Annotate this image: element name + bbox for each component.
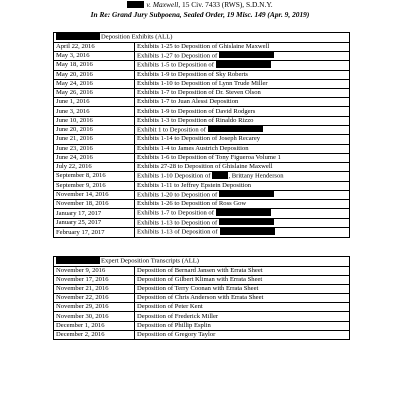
table-header-row — [54, 33, 350, 43]
table-row — [54, 61, 350, 71]
row-description — [135, 330, 350, 339]
table-row — [54, 312, 350, 321]
row-description — [135, 321, 350, 330]
row-description-text: Exhibit 1 to Deposition of — [137, 126, 206, 134]
row-description-text: Exhibits 1-7 to Deposition of Dr. Steven Olson — [137, 89, 261, 97]
deposition-exhibits-table — [53, 32, 350, 238]
row-description — [135, 162, 350, 171]
row-description-text: Exhibits 1-5 to Deposition of — [137, 61, 214, 69]
row-date: June 24, 2016 — [54, 153, 135, 162]
row-description — [135, 312, 350, 321]
row-date: June 21, 2016 — [54, 135, 135, 144]
row-description — [135, 51, 350, 61]
row-date: November 21, 2016 — [54, 284, 135, 293]
row-date: June 10, 2016 — [54, 116, 135, 125]
row-description-text: Exhibits 1-14 to Deposition of Joseph Recarey — [137, 135, 261, 143]
row-description-text: Exhibits 1-9 to Deposition of Sky Roberts — [137, 70, 248, 78]
table-row — [54, 42, 350, 51]
row-description — [135, 144, 350, 153]
table-row — [54, 153, 350, 162]
row-date: May 20, 2016 — [54, 70, 135, 79]
row-description — [135, 218, 350, 228]
row-description — [135, 209, 350, 219]
redaction-bar — [220, 228, 275, 235]
row-date: June 1, 2016 — [54, 98, 135, 107]
table-row — [54, 294, 350, 303]
row-date: November 29, 2016 — [54, 303, 135, 312]
section-title-text: Expert Deposition Transcripts (ALL) — [101, 257, 199, 265]
row-description-text: Exhibits 27-28 to Deposition of Ghislaine Maxwell — [137, 162, 273, 170]
table-row — [54, 135, 350, 144]
row-date: September 8, 2016 — [54, 172, 135, 182]
row-description — [135, 98, 350, 107]
section-title — [54, 33, 350, 43]
row-date: May 18, 2016 — [54, 61, 135, 71]
row-description-text: Deposition of Gregory Taylor — [137, 330, 216, 338]
row-description-text: Deposition of Peter Kent — [137, 303, 203, 311]
case-caption-rest: , 15 Civ. 7433 (RWS), S.D.N.Y. — [178, 0, 273, 9]
row-description-text: Exhibits 1-11 to Jeffrey Epstein Deposition — [137, 181, 252, 189]
row-date: April 22, 2016 — [54, 42, 135, 51]
table-row — [54, 181, 350, 190]
row-description-text: Exhibits 1-20 to Deposition of — [137, 191, 218, 199]
row-description-text: Exhibits 1-13 of Deposition of — [137, 228, 218, 236]
table-row — [54, 172, 350, 182]
redaction-bar — [219, 191, 274, 198]
table-row — [54, 79, 350, 88]
row-date: September 9, 2016 — [54, 181, 135, 190]
redaction-bar — [127, 1, 144, 8]
row-description-text: Deposition of Terry Coonan with Errata Sheet — [137, 284, 259, 292]
row-description — [135, 79, 350, 88]
row-description — [135, 89, 350, 98]
section-title-text: Deposition Exhibits (ALL) — [101, 33, 173, 41]
table-row — [54, 98, 350, 107]
table-row — [54, 162, 350, 171]
case-caption-italic: v. Maxwell — [146, 0, 179, 9]
row-description — [135, 70, 350, 79]
table-row — [54, 330, 350, 339]
row-description-text: Exhibits 1-9 to Deposition of David Rodgers — [137, 107, 256, 115]
table-row — [54, 70, 350, 79]
row-date: November 22, 2016 — [54, 294, 135, 303]
row-description — [135, 200, 350, 209]
row-description-text: Exhibits 1-27 to Deposition of — [137, 52, 218, 60]
table-row — [54, 144, 350, 153]
row-date: July 22, 2016 — [54, 162, 135, 171]
row-description — [135, 190, 350, 200]
row-date: May 26, 2016 — [54, 89, 135, 98]
row-description-text: Exhibits 1-7 to Deposition of — [137, 209, 214, 217]
row-date: November 14, 2016 — [54, 190, 135, 200]
row-description — [135, 172, 350, 182]
table-row — [54, 303, 350, 312]
row-description-text: Exhibits 1-10 Deposition of — [137, 172, 211, 180]
document-heading — [0, 0, 400, 20]
redaction-bar — [216, 209, 271, 216]
row-description — [135, 153, 350, 162]
section-title — [54, 257, 350, 267]
row-date: February 17, 2017 — [54, 228, 135, 238]
row-description — [135, 125, 350, 135]
row-description-text: Deposition of Gilbert Kliman with Errata Sheet — [137, 275, 263, 283]
row-description — [135, 116, 350, 125]
row-description — [135, 228, 350, 238]
row-date: May 3, 2016 — [54, 51, 135, 61]
case-caption — [0, 0, 400, 10]
row-description-suffix: , Brittany Henderson — [228, 172, 284, 180]
table-row — [54, 218, 350, 228]
table-row — [54, 228, 350, 238]
case-subtitle: In Re: Grand Jury Subpoena, Sealed Order, 19 Misc. 149 (Apr. 9, 2019) — [90, 10, 310, 19]
table-row — [54, 116, 350, 125]
redaction-bar — [56, 33, 100, 40]
row-date: November 30, 2016 — [54, 312, 135, 321]
row-description-text: Exhibits 1-10 to Deposition of Lynn Trude Miller — [137, 79, 268, 87]
row-description-text: Exhibits 1-25 to Deposition of Ghislaine Maxwell — [137, 42, 270, 50]
row-description — [135, 294, 350, 303]
row-description — [135, 61, 350, 71]
table-row — [54, 275, 350, 284]
table-row — [54, 190, 350, 200]
table-row — [54, 266, 350, 275]
row-date: January 25, 2017 — [54, 218, 135, 228]
row-date: November 17, 2016 — [54, 275, 135, 284]
row-description-text: Deposition of Chris Anderson with Errata Sheet — [137, 294, 264, 302]
redaction-bar — [212, 172, 228, 179]
row-date: June 20, 2016 — [54, 125, 135, 135]
row-description — [135, 275, 350, 284]
row-date: November 9, 2016 — [54, 266, 135, 275]
redaction-bar — [208, 126, 263, 133]
row-date: December 2, 2016 — [54, 330, 135, 339]
row-description — [135, 181, 350, 190]
row-description-text: Exhibits 1-7 to Juan Alessi Deposition — [137, 98, 239, 106]
table-row — [54, 125, 350, 135]
redaction-bar — [219, 52, 274, 59]
redaction-bar — [216, 61, 271, 68]
table-header-row — [54, 257, 350, 267]
table-row — [54, 89, 350, 98]
row-description — [135, 284, 350, 293]
row-description-text: Exhibits 1-13 to Deposition of — [137, 219, 218, 227]
row-date: May 24, 2016 — [54, 79, 135, 88]
table-row — [54, 200, 350, 209]
row-description — [135, 42, 350, 51]
row-date: June 23, 2016 — [54, 144, 135, 153]
row-description-text: Exhibits 1-3 to Deposition of Rinaldo Rizzo — [137, 116, 254, 124]
row-date: December 1, 2016 — [54, 321, 135, 330]
table-row — [54, 107, 350, 116]
row-date: January 17, 2017 — [54, 209, 135, 219]
row-description — [135, 107, 350, 116]
table-row — [54, 284, 350, 293]
table-row — [54, 321, 350, 330]
row-description — [135, 266, 350, 275]
table-row — [54, 209, 350, 219]
row-description-text: Exhibits 1-6 to Deposition of Tony Figueroa Volume 1 — [137, 153, 281, 161]
row-date: June 3, 2016 — [54, 107, 135, 116]
expert-transcripts-table — [53, 256, 350, 340]
redaction-bar — [219, 219, 274, 226]
row-description — [135, 135, 350, 144]
row-description-text: Deposition of Phillip Esplin — [137, 321, 211, 329]
redaction-bar — [56, 257, 100, 264]
row-description-text: Deposition of Bernard Jansen with Errata Sheet — [137, 266, 263, 274]
row-date: November 18, 2016 — [54, 200, 135, 209]
row-description — [135, 303, 350, 312]
table-row — [54, 51, 350, 61]
row-description-text: Exhibits 1-4 to James Austrich Deposition — [137, 144, 249, 152]
row-description-text: Deposition of Frederick Miller — [137, 312, 219, 320]
row-description-text: Exhibits 1-26 to Deposition of Ross Gow — [137, 200, 247, 208]
